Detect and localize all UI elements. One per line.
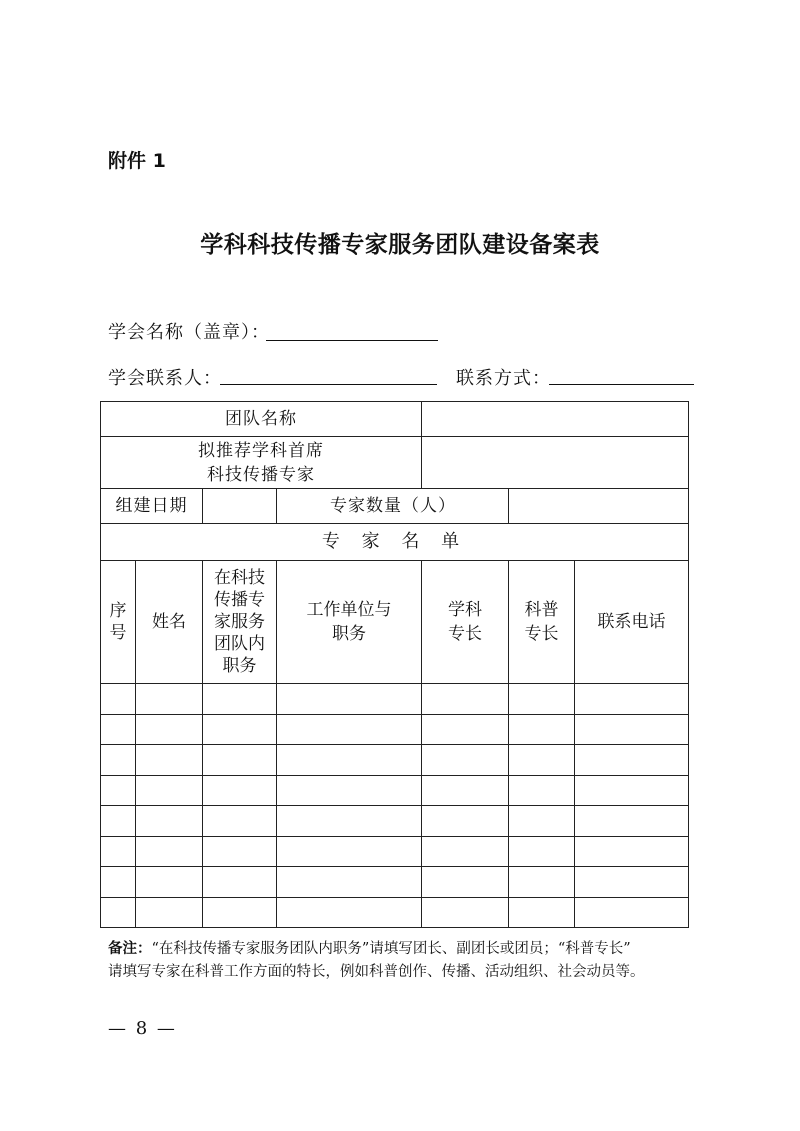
table-cell[interactable] — [509, 745, 575, 776]
table-cell[interactable] — [203, 867, 277, 898]
table-cell[interactable] — [101, 897, 136, 928]
chief-expert-label-line2: 科技传播专家 — [207, 464, 315, 485]
table-cell[interactable] — [101, 684, 136, 715]
founding-date-label: 组建日期 — [101, 489, 203, 524]
table-cell[interactable] — [422, 836, 509, 867]
founding-date-cell[interactable] — [203, 489, 277, 524]
col-role-line1: 在科技 — [214, 568, 265, 588]
table-cell[interactable] — [277, 684, 422, 715]
table-cell[interactable] — [575, 745, 689, 776]
table-cell[interactable] — [422, 806, 509, 837]
col-name-header: 姓名 — [136, 561, 203, 684]
table-cell[interactable] — [422, 867, 509, 898]
table-cell[interactable] — [422, 775, 509, 806]
table-cell[interactable] — [203, 714, 277, 745]
col-unit-line1: 工作单位与 — [306, 600, 392, 620]
table-cell[interactable] — [101, 745, 136, 776]
col-discipline-line2: 专长 — [448, 624, 482, 644]
table-cell[interactable] — [575, 806, 689, 837]
table-cell[interactable] — [136, 806, 203, 837]
society-name-field[interactable] — [266, 340, 438, 341]
col-role-line2: 传播专 — [214, 590, 265, 610]
table-cell[interactable] — [575, 897, 689, 928]
table-cell[interactable] — [136, 745, 203, 776]
table-row — [101, 714, 689, 745]
table-cell[interactable] — [422, 897, 509, 928]
col-role-line3: 家服务 — [214, 612, 265, 632]
col-popsci-line2: 专长 — [524, 624, 559, 644]
table-cell[interactable] — [101, 714, 136, 745]
table-cell[interactable] — [101, 836, 136, 867]
table-cell[interactable] — [509, 867, 575, 898]
table-cell[interactable] — [575, 867, 689, 898]
table-cell[interactable] — [509, 714, 575, 745]
table-cell[interactable] — [277, 836, 422, 867]
table-row — [101, 684, 689, 715]
table-cell[interactable] — [136, 897, 203, 928]
table-cell[interactable] — [509, 836, 575, 867]
table-row — [101, 836, 689, 867]
registration-table — [100, 401, 689, 928]
expert-count-label-text: 专家数量（人） — [330, 496, 456, 516]
expert-count-cell[interactable] — [509, 489, 689, 524]
table-cell[interactable] — [509, 806, 575, 837]
page-title: 学科科技传播专家服务团队建设备案表 — [200, 232, 600, 258]
contact-method-field[interactable] — [549, 384, 694, 385]
attachment-label: 附件 1 — [108, 150, 166, 172]
table-cell[interactable] — [136, 684, 203, 715]
table-row — [101, 775, 689, 806]
chief-expert-cell[interactable] — [422, 437, 689, 489]
col-seq-line1: 序 — [109, 601, 127, 621]
table-cell[interactable] — [136, 836, 203, 867]
team-name-label: 团队名称 — [101, 402, 422, 437]
col-discipline-line1: 学科 — [448, 600, 482, 620]
note-line1: “在科技传播专家服务团队内职务”请填写团长、副团长或团员；“科普专长” — [151, 941, 631, 957]
chief-expert-label — [101, 437, 422, 489]
table-cell[interactable] — [277, 806, 422, 837]
table-cell[interactable] — [101, 867, 136, 898]
table-cell[interactable] — [203, 836, 277, 867]
col-role-line4: 团队内 — [214, 634, 265, 654]
col-seq-line2: 号 — [109, 623, 127, 643]
table-cell[interactable] — [101, 806, 136, 837]
table-cell[interactable] — [277, 714, 422, 745]
table-cell[interactable] — [575, 714, 689, 745]
col-discipline-header — [422, 561, 509, 684]
table-cell[interactable] — [203, 806, 277, 837]
table-cell[interactable] — [277, 775, 422, 806]
table-cell[interactable] — [203, 745, 277, 776]
table-cell[interactable] — [575, 684, 689, 715]
table-cell[interactable] — [136, 867, 203, 898]
table-cell[interactable] — [203, 684, 277, 715]
team-name-cell[interactable] — [422, 402, 689, 437]
page-number: — 8 — — [108, 1018, 177, 1039]
contact-person-label: 学会联系人： — [108, 368, 222, 389]
chief-expert-label-line1: 拟推荐学科首席 — [198, 440, 324, 461]
table-row — [101, 745, 689, 776]
note-label: 备注： — [108, 941, 152, 957]
contact-method-label: 联系方式： — [456, 368, 551, 389]
col-unit-header — [277, 561, 422, 684]
table-cell[interactable] — [575, 775, 689, 806]
table-cell[interactable] — [203, 897, 277, 928]
contact-person-field[interactable] — [220, 384, 437, 385]
table-cell[interactable] — [422, 684, 509, 715]
table-cell[interactable] — [509, 775, 575, 806]
table-cell[interactable] — [277, 867, 422, 898]
expert-list-title: 专 家 名 单 — [101, 524, 689, 561]
col-role-header — [203, 561, 277, 684]
expert-count-label — [277, 489, 509, 524]
table-cell[interactable] — [203, 775, 277, 806]
col-unit-line2: 职务 — [332, 624, 366, 644]
table-row — [101, 806, 689, 837]
col-seq-header — [101, 561, 136, 684]
table-cell[interactable] — [575, 836, 689, 867]
table-cell[interactable] — [422, 714, 509, 745]
expert-rows — [101, 684, 689, 928]
table-cell[interactable] — [509, 897, 575, 928]
table-row — [101, 867, 689, 898]
table-cell[interactable] — [422, 745, 509, 776]
society-name-label: 学会名称（盖章）： — [108, 322, 270, 343]
note — [108, 938, 698, 984]
table-cell[interactable] — [509, 684, 575, 715]
note-line2: 请填写专家在科普工作方面的特长，例如科普创作、传播、活动组织、社会动员等。 — [108, 964, 645, 980]
table-cell[interactable] — [277, 897, 422, 928]
table-cell[interactable] — [136, 714, 203, 745]
col-popsci-header — [509, 561, 575, 684]
table-cell[interactable] — [101, 775, 136, 806]
col-popsci-line1: 科普 — [524, 600, 559, 620]
col-role-line5: 职务 — [222, 656, 257, 676]
table-cell[interactable] — [277, 745, 422, 776]
table-row — [101, 897, 689, 928]
table-cell[interactable] — [136, 775, 203, 806]
col-phone-header: 联系电话 — [575, 561, 689, 684]
